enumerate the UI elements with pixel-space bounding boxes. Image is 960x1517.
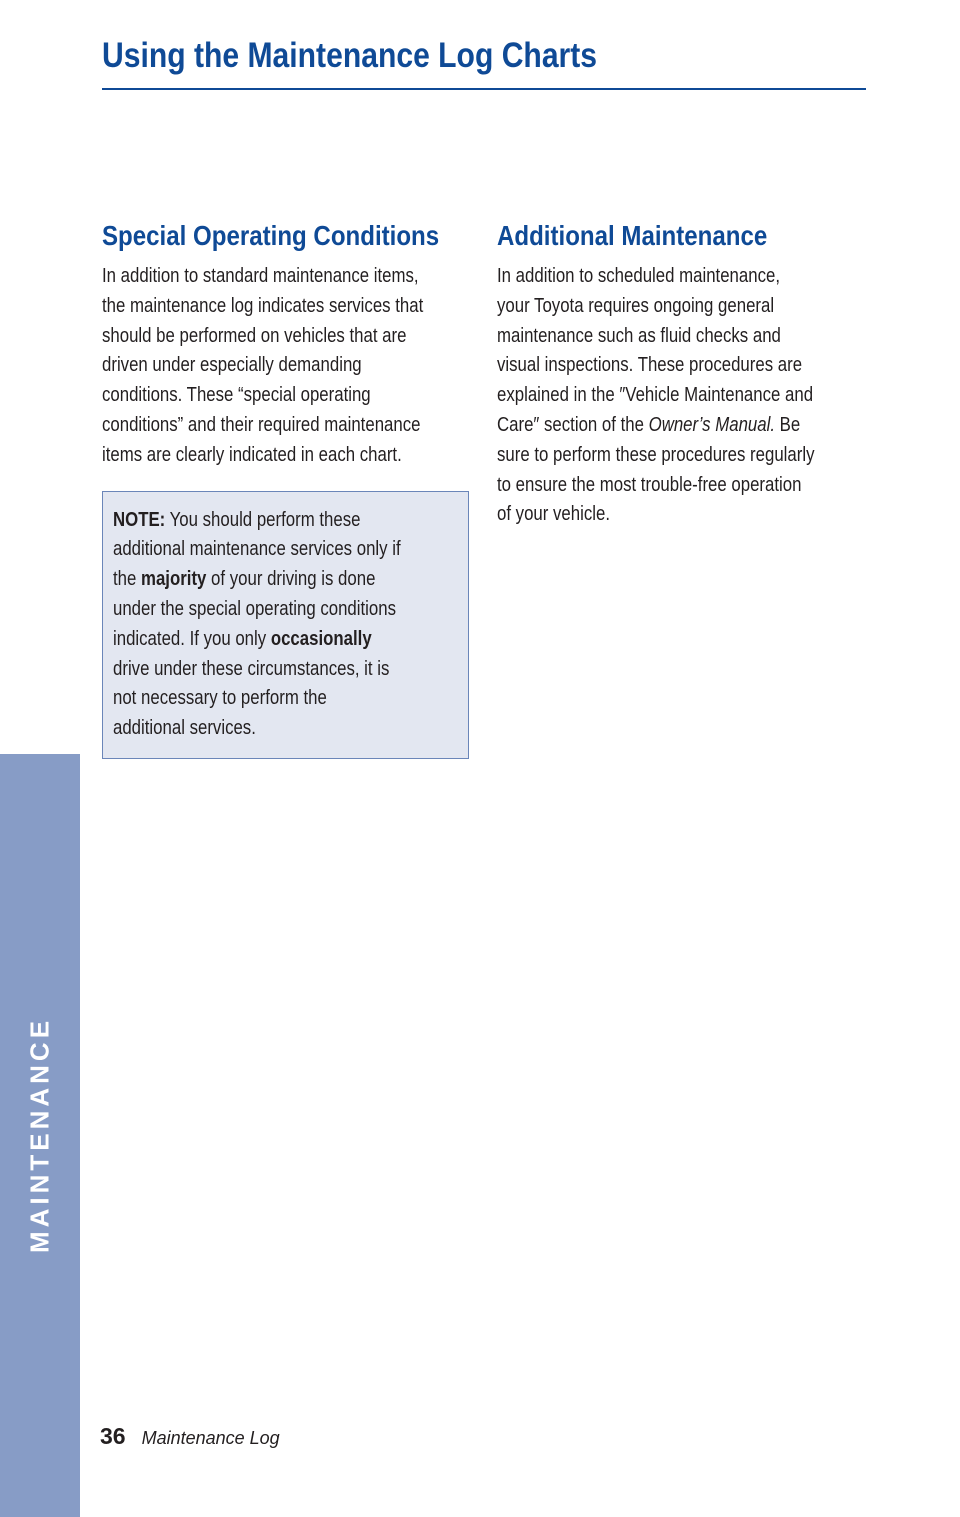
- body-line: explained in the ″Vehicle Maintenance and: [497, 384, 814, 407]
- body-line: driven under especially demanding: [102, 354, 362, 377]
- note-line: under the special operating conditions: [113, 597, 397, 620]
- body-line: conditions” and their required maintenance: [102, 413, 421, 436]
- body-line: to ensure the most trouble-free operation: [497, 473, 802, 496]
- additional-maintenance-body: [497, 262, 867, 530]
- special-operating-conditions-section: [102, 220, 469, 759]
- note-line: additional services.: [113, 717, 256, 740]
- body-line: your Toyota requires ongoing general: [497, 294, 775, 317]
- body-line: conditions. These “special operating: [102, 384, 371, 407]
- special-conditions-body: [102, 262, 469, 471]
- note-line: drive under these circumstances, it is: [113, 657, 390, 680]
- additional-maintenance-heading: Additional Maintenance: [497, 220, 768, 251]
- body-line: of your vehicle.: [497, 503, 610, 526]
- body-line: sure to perform these procedures regularly: [497, 443, 815, 466]
- body-line: the maintenance log indicates services that: [102, 294, 424, 317]
- emphasis-occasionally: occasionally: [270, 627, 372, 650]
- note-line: additional maintenance services only if: [113, 538, 401, 561]
- body-line: maintenance such as fluid checks and: [497, 324, 781, 347]
- note-label: NOTE:: [113, 508, 166, 531]
- page-number: 36: [100, 1423, 126, 1449]
- body-line: In addition to standard maintenance items,: [102, 265, 419, 287]
- body-line: In addition to scheduled maintenance,: [497, 265, 781, 287]
- body-line: visual inspections. These procedures are: [497, 354, 803, 377]
- body-line: Care″ section of the Owner’s Manual. Be: [497, 413, 801, 436]
- note-line: the majority of your driving is done: [113, 568, 376, 591]
- note-line: NOTE: You should perform these: [113, 508, 361, 531]
- page-title: Using the Maintenance Log Charts: [102, 36, 598, 75]
- title-divider: [102, 88, 866, 90]
- special-conditions-heading: Special Operating Conditions: [102, 220, 440, 251]
- emphasis-majority: majority: [141, 568, 207, 591]
- body-line: should be performed on vehicles that are: [102, 324, 407, 347]
- footer-title: Maintenance Log: [141, 1428, 280, 1448]
- body-line: items are clearly indicated in each chart.: [102, 443, 402, 466]
- note-line: not necessary to perform the: [113, 687, 327, 710]
- owners-manual-reference: Owner’s Manual.: [648, 413, 776, 436]
- note-line: indicated. If you only occasionally: [113, 627, 372, 650]
- sidebar-label: MAINTENANCE: [24, 1016, 55, 1254]
- note-box: [102, 491, 469, 759]
- page-footer: [100, 1423, 280, 1450]
- additional-maintenance-section: [497, 220, 867, 530]
